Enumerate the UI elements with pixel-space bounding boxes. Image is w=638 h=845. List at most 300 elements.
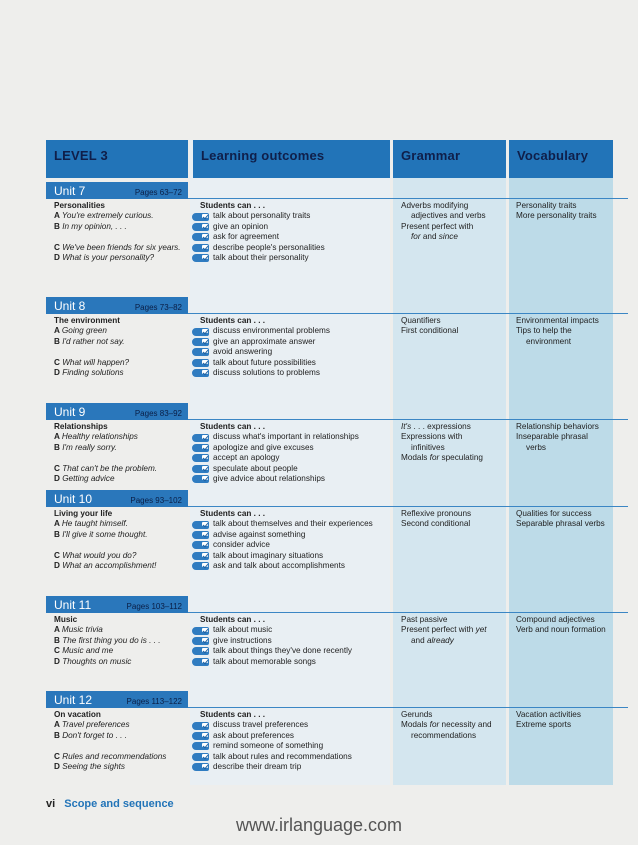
lesson-title-text: Getting advice bbox=[62, 474, 115, 484]
checkbox-icon bbox=[192, 213, 209, 221]
outcome-item bbox=[192, 368, 388, 378]
lesson-topic: Music bbox=[54, 615, 78, 624]
unit-title: Unit 8 bbox=[54, 299, 86, 313]
vocabulary-item: Qualities for success bbox=[516, 509, 592, 518]
unit-lessons bbox=[54, 710, 186, 772]
lesson-gap bbox=[54, 741, 186, 751]
check-mark-icon bbox=[203, 563, 209, 569]
lesson-title-text: In my opinion, . . . bbox=[62, 221, 127, 231]
lesson-title-text: What an accomplishment! bbox=[62, 561, 157, 571]
lesson-letter: D bbox=[54, 762, 63, 772]
learning-outcomes bbox=[192, 710, 388, 772]
checkbox-icon bbox=[192, 521, 209, 529]
lesson-item[interactable] bbox=[54, 474, 186, 484]
lesson-letter: C bbox=[54, 463, 63, 473]
outcome-text: discuss solutions to problems bbox=[213, 367, 320, 377]
outcome-item bbox=[192, 222, 388, 232]
unit-lessons bbox=[54, 509, 186, 571]
lesson-item[interactable] bbox=[54, 720, 186, 730]
lesson-letter: D bbox=[54, 656, 63, 666]
checkbox-icon bbox=[192, 541, 209, 549]
unit-title: Unit 10 bbox=[54, 492, 93, 506]
outcome-item bbox=[192, 243, 388, 253]
grammar-item: and already bbox=[411, 635, 454, 645]
checkbox-icon bbox=[192, 254, 209, 262]
checkbox-icon bbox=[192, 338, 209, 346]
learning-outcomes bbox=[192, 509, 388, 571]
unit-pages: Pages 73–82 bbox=[134, 303, 182, 312]
outcome-item bbox=[192, 646, 388, 656]
unit-divider bbox=[188, 612, 628, 613]
learning-outcomes bbox=[192, 201, 388, 263]
page-footer bbox=[46, 798, 174, 810]
vocabulary-item: environment bbox=[526, 336, 572, 346]
lesson-title-text: What would you do? bbox=[62, 550, 137, 560]
outcome-item bbox=[192, 358, 388, 368]
lesson-title-text: That can't be the problem. bbox=[62, 463, 158, 473]
outcome-text: remind someone of something bbox=[213, 741, 324, 751]
lesson-topic: On vacation bbox=[54, 710, 101, 719]
unit-title: Unit 11 bbox=[54, 598, 92, 612]
lesson-title-text: Healthy relationships bbox=[61, 432, 138, 442]
lesson-letter: A bbox=[54, 211, 62, 221]
watermark-url: www.irlanguage.com bbox=[235, 815, 403, 835]
lesson-item[interactable] bbox=[54, 646, 186, 656]
lesson-title-text: I'd rather not say. bbox=[62, 336, 125, 346]
vocabulary-item: Verb and noun formation bbox=[516, 625, 606, 635]
outcome-text: give advice about relationships bbox=[213, 473, 325, 483]
outcome-item bbox=[192, 519, 388, 529]
unit-pages: Pages 113–122 bbox=[126, 697, 182, 706]
lesson-letter: C bbox=[54, 751, 63, 761]
vocabulary-item: Personality traits bbox=[516, 201, 577, 210]
lesson-letter: B bbox=[54, 730, 63, 740]
unit-bar bbox=[46, 490, 188, 507]
outcome-item bbox=[192, 561, 388, 571]
lesson-title-text: Going green bbox=[61, 326, 107, 336]
outcome-item bbox=[192, 337, 388, 347]
students-can-label: Students can . . . bbox=[200, 710, 266, 719]
unit-pages: Pages 93–102 bbox=[130, 496, 182, 505]
outcome-text: apologize and give excuses bbox=[213, 442, 314, 452]
grammar-item: for and since bbox=[411, 232, 458, 242]
vocabulary-item: Extreme sports bbox=[516, 720, 572, 730]
checkbox-icon bbox=[192, 763, 209, 771]
lesson-letter: B bbox=[54, 221, 63, 231]
outcome-item bbox=[192, 474, 388, 484]
vocabulary-cell bbox=[516, 201, 614, 222]
learning-outcomes bbox=[192, 422, 388, 484]
outcome-text: ask and talk about accomplishments bbox=[213, 560, 345, 570]
checkbox-icon bbox=[192, 359, 209, 367]
lesson-item[interactable] bbox=[54, 625, 186, 635]
check-mark-icon bbox=[203, 445, 209, 451]
vocabulary-cell bbox=[516, 316, 614, 347]
students-can-label: Students can . . . bbox=[200, 316, 266, 325]
outcome-text: talk about things they've done recently bbox=[213, 646, 353, 656]
outcome-item bbox=[192, 347, 388, 357]
outcome-item bbox=[192, 540, 388, 550]
lesson-item[interactable] bbox=[54, 464, 186, 474]
checkbox-icon bbox=[192, 742, 209, 750]
check-mark-icon bbox=[203, 521, 209, 527]
outcome-item bbox=[192, 432, 388, 442]
unit-title: Unit 12 bbox=[54, 693, 93, 707]
lesson-title-text: What is your personality? bbox=[62, 253, 155, 263]
outcome-item bbox=[192, 657, 388, 667]
unit-pages: Pages 63–72 bbox=[134, 188, 182, 197]
students-can-label: Students can . . . bbox=[200, 509, 266, 518]
outcome-text: talk about their personality bbox=[213, 252, 309, 262]
grammar-item: Present perfect with bbox=[401, 221, 474, 231]
outcome-item bbox=[192, 232, 388, 242]
lesson-title-text: What will happen? bbox=[62, 357, 130, 367]
outcome-text: talk about memorable songs bbox=[213, 656, 316, 666]
lesson-gap bbox=[54, 453, 186, 463]
outcome-item bbox=[192, 720, 388, 730]
check-mark-icon bbox=[203, 255, 209, 261]
checkbox-icon bbox=[192, 627, 209, 635]
check-mark-icon bbox=[203, 234, 209, 240]
lesson-title-text: Don't forget to . . . bbox=[62, 730, 128, 740]
checkbox-icon bbox=[192, 444, 209, 452]
unit-title: Unit 9 bbox=[54, 405, 86, 419]
lesson-item[interactable] bbox=[54, 551, 186, 561]
outcome-text: talk about future possibilities bbox=[213, 357, 316, 367]
grammar-cell bbox=[401, 422, 505, 464]
vocabulary-item: Separable phrasal verbs bbox=[516, 519, 605, 529]
check-mark-icon bbox=[203, 722, 209, 728]
outcome-item bbox=[192, 731, 388, 741]
check-mark-icon bbox=[203, 542, 209, 548]
italic-term: It's bbox=[401, 422, 412, 431]
lesson-item[interactable] bbox=[54, 253, 186, 263]
vocabulary-cell bbox=[516, 422, 614, 453]
unit-lessons bbox=[54, 316, 186, 378]
grammar-item: First conditional bbox=[401, 326, 459, 336]
checkbox-icon bbox=[192, 369, 209, 377]
check-mark-icon bbox=[203, 339, 209, 345]
outcome-item bbox=[192, 551, 388, 561]
lesson-title-text: Travel preferences bbox=[61, 720, 130, 730]
lesson-item[interactable] bbox=[54, 561, 186, 571]
check-mark-icon bbox=[203, 224, 209, 230]
grammar-item: adjectives and verbs bbox=[411, 211, 486, 221]
grammar-header: Grammar bbox=[393, 140, 506, 178]
vocabulary-header: Vocabulary bbox=[509, 140, 613, 178]
vocabulary-item: Tips to help the bbox=[516, 326, 572, 336]
outcome-item bbox=[192, 211, 388, 221]
outcome-item bbox=[192, 453, 388, 463]
lesson-letter: D bbox=[54, 474, 63, 484]
outcome-text: talk about personality traits bbox=[213, 211, 311, 221]
lesson-item[interactable] bbox=[54, 752, 186, 762]
unit-divider bbox=[188, 313, 628, 314]
checkbox-icon bbox=[192, 475, 209, 483]
unit-pages: Pages 103–112 bbox=[126, 602, 182, 611]
checkbox-icon bbox=[192, 223, 209, 231]
italic-term: since bbox=[438, 232, 458, 242]
outcome-text: talk about themselves and their experiences bbox=[213, 519, 373, 529]
checkbox-icon bbox=[192, 637, 209, 645]
unit-divider bbox=[188, 506, 628, 507]
level-header: LEVEL 3 bbox=[46, 140, 188, 178]
lesson-letter: A bbox=[54, 519, 62, 529]
lesson-letter: A bbox=[54, 720, 62, 730]
check-mark-icon bbox=[203, 532, 209, 538]
check-mark-icon bbox=[203, 244, 209, 250]
lesson-item[interactable] bbox=[54, 657, 186, 667]
vocabulary-cell bbox=[516, 710, 614, 731]
outcome-text: describe their dream trip bbox=[213, 761, 302, 771]
vocabulary-item: verbs bbox=[526, 442, 547, 452]
checkbox-icon bbox=[192, 753, 209, 761]
lesson-letter: C bbox=[54, 357, 63, 367]
lesson-title-text: Thoughts on music bbox=[62, 656, 132, 666]
lesson-letter: C bbox=[54, 242, 63, 252]
lesson-title-text: Finding solutions bbox=[62, 368, 124, 378]
lesson-gap bbox=[54, 540, 186, 550]
grammar-cell bbox=[401, 201, 505, 243]
italic-term: for bbox=[411, 232, 421, 242]
check-mark-icon bbox=[203, 359, 209, 365]
grammar-item: Present perfect with yet bbox=[401, 625, 487, 635]
grammar-cell bbox=[401, 615, 505, 646]
lesson-topic: Personalities bbox=[54, 201, 105, 210]
unit-bar bbox=[46, 596, 188, 613]
grammar-item: recommendations bbox=[411, 730, 477, 740]
outcome-text: advise against something bbox=[213, 529, 306, 539]
footer-title: Scope and sequence bbox=[64, 798, 174, 810]
grammar-item: Expressions with bbox=[401, 432, 463, 442]
lesson-title-text: You're extremely curious. bbox=[61, 211, 154, 221]
check-mark-icon bbox=[203, 328, 209, 334]
learning-outcomes bbox=[192, 316, 388, 378]
unit-divider bbox=[188, 707, 628, 708]
lesson-topic: The environment bbox=[54, 316, 120, 325]
checkbox-icon bbox=[192, 722, 209, 730]
check-mark-icon bbox=[203, 638, 209, 644]
outcome-item bbox=[192, 326, 388, 336]
vocabulary-item: Inseparable phrasal bbox=[516, 432, 588, 442]
outcome-text: talk about rules and recommendations bbox=[213, 751, 352, 761]
checkbox-icon bbox=[192, 348, 209, 356]
vocabulary-cell bbox=[516, 615, 614, 636]
lesson-item[interactable] bbox=[54, 368, 186, 378]
lesson-gap bbox=[54, 347, 186, 357]
outcome-text: ask about preferences bbox=[213, 730, 295, 740]
lesson-item[interactable] bbox=[54, 731, 186, 741]
unit-divider bbox=[188, 419, 628, 420]
unit-title: Unit 7 bbox=[54, 184, 86, 198]
outcome-text: give instructions bbox=[213, 635, 272, 645]
lesson-title-text: Seeing the sights bbox=[62, 762, 126, 772]
outcome-text: accept an apology bbox=[213, 453, 280, 463]
students-can-label: Students can . . . bbox=[200, 615, 266, 624]
check-mark-icon bbox=[203, 764, 209, 770]
lesson-item[interactable] bbox=[54, 222, 186, 232]
lesson-letter: D bbox=[54, 561, 63, 571]
vocabulary-item: Relationship behaviors bbox=[516, 422, 599, 431]
check-mark-icon bbox=[203, 753, 209, 759]
checkbox-icon bbox=[192, 658, 209, 666]
check-mark-icon bbox=[203, 733, 209, 739]
checkbox-icon bbox=[192, 454, 209, 462]
check-mark-icon bbox=[203, 648, 209, 654]
lesson-item[interactable] bbox=[54, 243, 186, 253]
lesson-title-text: Rules and recommendations bbox=[62, 751, 167, 761]
lesson-topic: Living your life bbox=[54, 509, 113, 518]
students-can-label: Students can . . . bbox=[200, 201, 266, 210]
grammar-item: It's . . . expressions bbox=[401, 422, 471, 431]
lesson-letter: C bbox=[54, 646, 63, 656]
vocabulary-item: Environmental impacts bbox=[516, 316, 599, 325]
outcome-item bbox=[192, 762, 388, 772]
page-number: vi bbox=[46, 798, 56, 810]
outcome-text: talk about music bbox=[213, 625, 273, 635]
check-mark-icon bbox=[203, 370, 209, 376]
outcome-text: discuss what's important in relationships bbox=[213, 432, 359, 442]
checkbox-icon bbox=[192, 328, 209, 336]
lesson-title-text: The first thing you do is . . . bbox=[62, 635, 161, 645]
checkbox-icon bbox=[192, 732, 209, 740]
grammar-item: Modals for speculating bbox=[401, 453, 483, 463]
checkbox-icon bbox=[192, 244, 209, 252]
outcome-text: ask for agreement bbox=[213, 232, 279, 242]
grammar-item: Second conditional bbox=[401, 519, 471, 529]
lesson-letter: D bbox=[54, 253, 63, 263]
lesson-letter: D bbox=[54, 368, 63, 378]
lesson-item[interactable] bbox=[54, 432, 186, 442]
lesson-item[interactable] bbox=[54, 211, 186, 221]
outcome-item bbox=[192, 625, 388, 635]
outcome-text: give an approximate answer bbox=[213, 336, 316, 346]
lesson-title-text: I'm really sorry. bbox=[62, 442, 117, 452]
check-mark-icon bbox=[203, 627, 209, 633]
check-mark-icon bbox=[203, 349, 209, 355]
outcome-text: discuss environmental problems bbox=[213, 326, 330, 336]
outcome-text: discuss travel preferences bbox=[213, 720, 309, 730]
outcome-text: avoid answering bbox=[213, 347, 273, 357]
lesson-item[interactable] bbox=[54, 530, 186, 540]
grammar-item: Modals for necessity and bbox=[401, 720, 492, 730]
lesson-title-text: He taught himself. bbox=[61, 519, 128, 529]
unit-bar bbox=[46, 182, 188, 199]
grammar-item: Gerunds bbox=[401, 710, 433, 719]
checkbox-icon bbox=[192, 465, 209, 473]
check-mark-icon bbox=[203, 552, 209, 558]
check-mark-icon bbox=[203, 434, 209, 440]
lesson-item[interactable] bbox=[54, 326, 186, 336]
lesson-title-text: Music trivia bbox=[61, 625, 103, 635]
lesson-title-text: I'll give it some thought. bbox=[62, 529, 148, 539]
italic-term: already bbox=[426, 635, 454, 645]
lesson-item[interactable] bbox=[54, 762, 186, 772]
lesson-letter: B bbox=[54, 635, 63, 645]
learning-outcomes bbox=[192, 615, 388, 667]
checkbox-icon bbox=[192, 552, 209, 560]
grammar-cell bbox=[401, 509, 505, 530]
checkbox-icon bbox=[192, 233, 209, 241]
italic-term: for bbox=[429, 453, 440, 463]
outcome-item bbox=[192, 443, 388, 453]
checkbox-icon bbox=[192, 531, 209, 539]
lesson-title-text: We've been friends for six years. bbox=[62, 242, 181, 252]
lesson-gap bbox=[54, 232, 186, 242]
unit-bar bbox=[46, 403, 188, 420]
outcome-text: describe people's personalities bbox=[213, 242, 325, 252]
lesson-letter: B bbox=[54, 442, 63, 452]
outcome-text: talk about imaginary situations bbox=[213, 550, 324, 560]
lesson-letter: A bbox=[54, 326, 62, 336]
unit-pages: Pages 83–92 bbox=[134, 409, 182, 418]
unit-divider bbox=[188, 198, 628, 199]
check-mark-icon bbox=[203, 476, 209, 482]
lesson-title-text: Music and me bbox=[62, 646, 114, 656]
lesson-letter: B bbox=[54, 336, 63, 346]
lesson-topic: Relationships bbox=[54, 422, 108, 431]
grammar-item: Past passive bbox=[401, 615, 448, 624]
lesson-letter: A bbox=[54, 625, 62, 635]
grammar-cell bbox=[401, 710, 505, 741]
lesson-letter: B bbox=[54, 529, 63, 539]
unit-lessons bbox=[54, 615, 186, 667]
outcome-text: consider advice bbox=[213, 540, 270, 550]
check-mark-icon bbox=[203, 658, 209, 664]
vocabulary-item: Compound adjectives bbox=[516, 615, 595, 624]
lesson-letter: A bbox=[54, 432, 62, 442]
lesson-item[interactable] bbox=[54, 636, 186, 646]
check-mark-icon bbox=[203, 455, 209, 461]
check-mark-icon bbox=[203, 743, 209, 749]
lesson-letter: C bbox=[54, 550, 63, 560]
unit-bar bbox=[46, 297, 188, 314]
unit-lessons bbox=[54, 201, 186, 263]
unit-bar bbox=[46, 691, 188, 708]
lesson-item[interactable] bbox=[54, 443, 186, 453]
checkbox-icon bbox=[192, 434, 209, 442]
outcome-item bbox=[192, 464, 388, 474]
checkbox-icon bbox=[192, 647, 209, 655]
italic-term: for bbox=[429, 720, 440, 730]
outcome-text: speculate about people bbox=[213, 463, 298, 473]
grammar-item: Reflexive pronouns bbox=[401, 509, 472, 518]
lesson-item[interactable] bbox=[54, 519, 186, 529]
outcome-item bbox=[192, 530, 388, 540]
grammar-item: Quantifiers bbox=[401, 316, 441, 325]
lesson-item[interactable] bbox=[54, 337, 186, 347]
italic-term: yet bbox=[475, 625, 487, 635]
grammar-cell bbox=[401, 316, 505, 337]
checkbox-icon bbox=[192, 562, 209, 570]
check-mark-icon bbox=[203, 465, 209, 471]
vocabulary-cell bbox=[516, 509, 614, 530]
unit-lessons bbox=[54, 422, 186, 484]
outcome-item bbox=[192, 741, 388, 751]
grammar-item: infinitives bbox=[411, 442, 445, 452]
learning-outcomes-header: Learning outcomes bbox=[193, 140, 390, 178]
outcome-item bbox=[192, 752, 388, 762]
vocabulary-item: More personality traits bbox=[516, 211, 597, 221]
students-can-label: Students can . . . bbox=[200, 422, 266, 431]
grammar-item: Adverbs modifying bbox=[401, 201, 469, 210]
outcome-text: give an opinion bbox=[213, 221, 269, 231]
lesson-item[interactable] bbox=[54, 358, 186, 368]
outcome-item bbox=[192, 636, 388, 646]
outcome-item bbox=[192, 253, 388, 263]
vocabulary-column-bg bbox=[509, 140, 613, 785]
check-mark-icon bbox=[203, 213, 209, 219]
